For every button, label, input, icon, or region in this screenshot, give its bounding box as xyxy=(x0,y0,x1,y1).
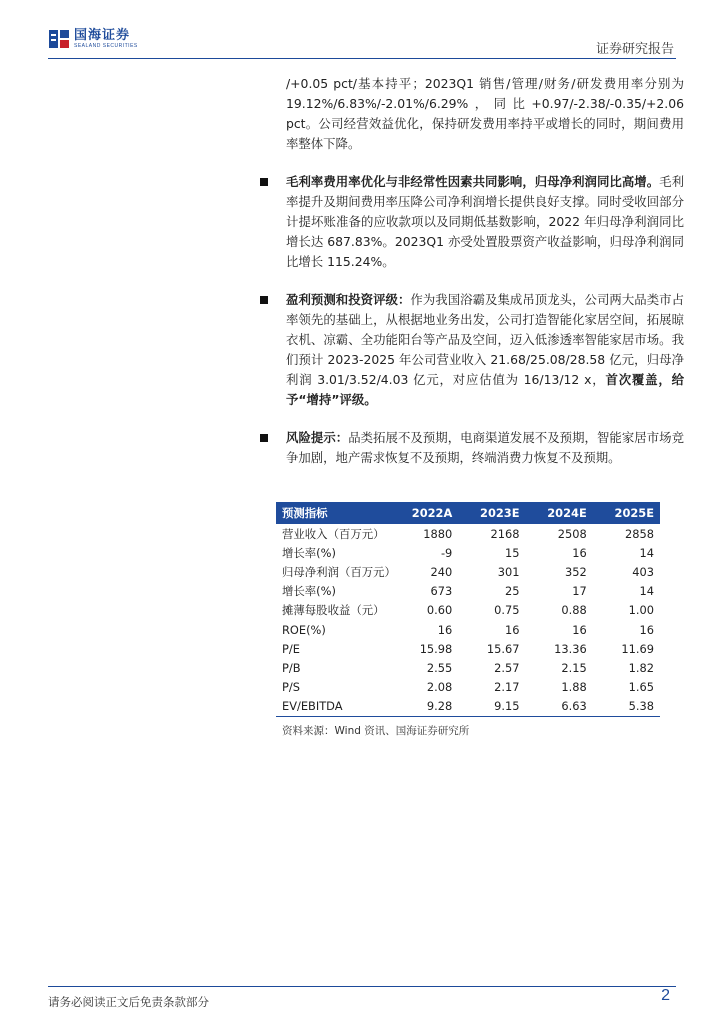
table-cell: P/S xyxy=(282,680,300,695)
sealand-logo-icon xyxy=(48,28,70,50)
section-net-profit xyxy=(286,172,684,272)
table-header-cell: 2023E xyxy=(480,506,520,520)
table-cell: 增长率(%) xyxy=(282,584,336,599)
table-cell: 15.67 xyxy=(486,641,520,656)
section-forecast-rating xyxy=(286,290,684,410)
table-cell: 1.82 xyxy=(628,660,654,675)
table-row xyxy=(276,639,660,658)
table-cell: 1.65 xyxy=(628,680,654,695)
table-cell: P/B xyxy=(282,660,301,675)
table-cell: 1.00 xyxy=(628,603,654,618)
table-cell: 673 xyxy=(430,584,453,599)
table-header-row xyxy=(276,502,660,524)
table-cell: 9.15 xyxy=(494,699,520,714)
table-cell: 403 xyxy=(632,564,654,579)
table-row xyxy=(276,543,660,562)
table-cell: 2508 xyxy=(557,526,587,541)
table-cell: 2.55 xyxy=(426,660,453,675)
table-cell: 5.38 xyxy=(628,699,654,714)
table-row xyxy=(276,524,660,543)
table-cell: 16 xyxy=(505,622,520,637)
table-cell: 16 xyxy=(572,622,587,637)
table-cell: 301 xyxy=(497,564,520,579)
square-bullet-icon xyxy=(260,178,268,186)
square-bullet-icon xyxy=(260,296,268,304)
table-cell: 归母净利润（百万元） xyxy=(282,564,396,579)
paragraph-expense-ratio: /+0.05 pct/基本持平；2023Q1 销售/管理/财务/研发费用率分别为 19.12%/6.83%/-2.01%/6.29%，同比+0.97/-2.38/-0.35/+2.06 pct。公司经营效益优化，保持研发费用率持平或增长的同时，期间费用率整体下降。 xyxy=(286,76,684,151)
table-cell: 6.63 xyxy=(561,699,587,714)
table-bottom-rule xyxy=(276,716,660,717)
table-cell: 240 xyxy=(430,564,453,579)
section-body-risk: 品类拓展不及预期，电商渠道发展不及预期，智能家居市场竞争加剧，地产需求恢复不及预期，终端消费力恢复不及预期。 xyxy=(286,430,685,465)
forecast-table-container xyxy=(276,502,660,738)
table-cell: 14 xyxy=(639,545,654,560)
table-cell: 2.57 xyxy=(494,660,520,675)
page-number: 2 xyxy=(661,987,670,1004)
section-title-risk: 风险提示： xyxy=(286,430,349,445)
footer-divider xyxy=(48,986,676,987)
table-cell: 14 xyxy=(639,584,654,599)
table-cell: 9.28 xyxy=(426,699,453,714)
table-cell: 2858 xyxy=(625,526,654,541)
table-cell: 0.75 xyxy=(494,603,520,618)
square-bullet-icon xyxy=(260,434,268,442)
table-row xyxy=(276,582,660,601)
table-cell: 2.08 xyxy=(426,680,453,695)
logo-english-name: SEALAND SECURITIES xyxy=(74,43,138,49)
table-cell: 15 xyxy=(505,545,520,560)
table-cell: 0.60 xyxy=(426,603,453,618)
table-cell: P/E xyxy=(282,641,300,656)
table-cell: 2.17 xyxy=(494,680,520,695)
header-divider xyxy=(48,58,676,59)
forecast-table xyxy=(276,502,660,716)
table-cell: -9 xyxy=(440,545,453,560)
table-cell: 16 xyxy=(572,545,587,560)
rating-statement: 首次覆盖，给予“增持”评级。 xyxy=(286,372,684,407)
table-cell: 15.98 xyxy=(419,641,453,656)
table-header-cell: 预测指标 xyxy=(282,506,328,520)
sealand-logo xyxy=(48,28,138,50)
table-cell: 16 xyxy=(639,622,654,637)
table-cell: EV/EBITDA xyxy=(282,699,343,714)
table-cell: 11.69 xyxy=(621,641,654,656)
logo-chinese-name: 国海证券 xyxy=(74,28,131,43)
report-type-label: 证券研究报告 xyxy=(595,42,674,57)
table-header-cell: 2024E xyxy=(547,506,587,520)
table-row xyxy=(276,658,660,677)
table-cell: 13.36 xyxy=(554,641,587,656)
table-cell: 增长率(%) xyxy=(282,545,336,560)
table-cell: 16 xyxy=(437,622,453,637)
table-row xyxy=(276,562,660,581)
section-body-net-profit: 毛利率提升及期间费用率压降公司净利润增长提供良好支撑。同时受收回部分计提坏账准备的应收款项以及同期低基数影响，2022 年归母净利润同比增长达 687.83%。2023Q1 亦受处置股票资产收益影响，归母净利润同比增长 115.24%。 xyxy=(286,174,685,269)
table-cell: 0.88 xyxy=(561,603,587,618)
table-header-cell: 2025E xyxy=(614,506,654,520)
table-source-note: 资料来源：Wind 资讯、国海证券研究所 xyxy=(282,724,470,737)
table-cell: 2168 xyxy=(490,526,520,541)
table-cell: 1880 xyxy=(423,526,453,541)
table-cell: 17 xyxy=(572,584,587,599)
footer-disclaimer: 请务必阅读正文后免责条款部分 xyxy=(48,995,209,1009)
table-cell: 1.88 xyxy=(561,680,587,695)
table-header-cell: 2022A xyxy=(411,506,453,520)
section-body-forecast: 作为我国浴霸及集成吊顶龙头，公司两大品类市占率领先的基础上，从根据地业务出发，公司打造智能化家居空间，拓展晾衣机、凉霸、全功能阳台等产品及空间，迈入低渗透率智能家居市场。我们预计 2023-2025 年公司营业收入 21.68/25.08/28.58 亿元，归母净利润 3.01/3.52/4.03 亿元，对应估值为 16/13/12 x， xyxy=(286,292,685,387)
table-row xyxy=(276,601,660,620)
table-row xyxy=(276,678,660,697)
table-row xyxy=(276,697,660,716)
table-cell: 2.15 xyxy=(561,660,587,675)
table-cell: 352 xyxy=(564,564,587,579)
table-cell: 摊薄每股收益（元） xyxy=(282,603,385,618)
table-cell: 营业收入（百万元） xyxy=(282,526,385,541)
section-title-forecast: 盈利预测和投资评级： xyxy=(286,292,411,307)
section-title-net-profit: 毛利率费用率优化与非经常性因素共同影响，归母净利润同比高增。 xyxy=(286,174,660,189)
table-cell: ROE(%) xyxy=(282,622,326,637)
table-row xyxy=(276,620,660,639)
section-risk xyxy=(286,428,684,468)
table-cell: 25 xyxy=(505,584,520,599)
main-content xyxy=(286,74,684,468)
page-header xyxy=(0,0,724,62)
